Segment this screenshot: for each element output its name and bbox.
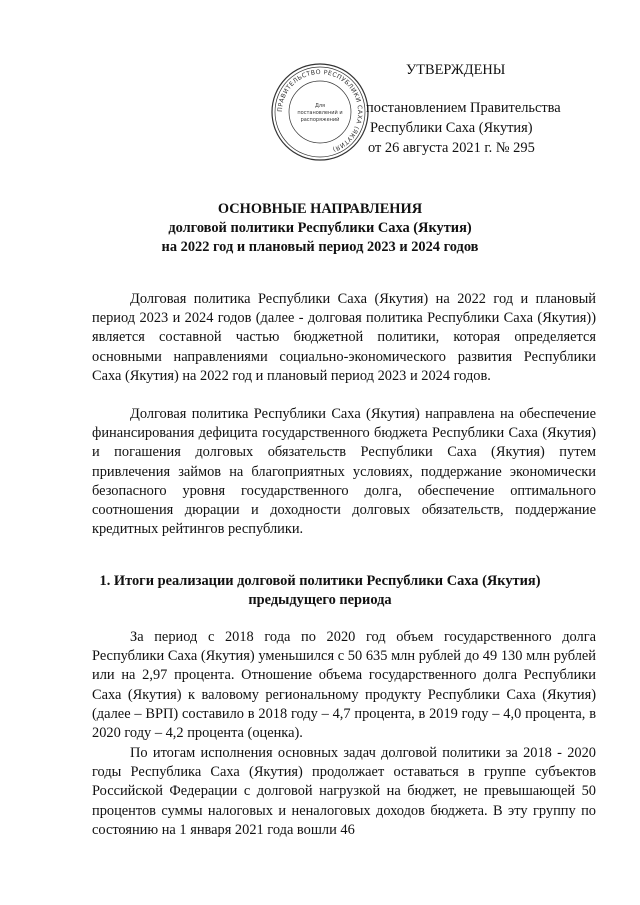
seal-center-line-3: распоряжений	[300, 117, 340, 123]
approval-heading: УТВЕРЖДЕНЫ	[406, 62, 506, 78]
seal-center-line-1: Для	[314, 103, 326, 109]
approval-line-2: Республики Саха (Якутия)	[370, 120, 533, 136]
section-1-heading-line-1: 1. Итоги реализации долговой политики Республики Саха (Якутия)	[99, 573, 541, 589]
intro-paragraph-1: Долговая политика Республики Саха (Якутия) на 2022 год и плановый период 2023 и 2024 годов (далее - долговая политика Республики Саха (Якутия)) является составной частью бюджетной политики, которая определяется основными направлениями социально-экономического развития Республики Саха (Якутия) на 2022 год и плановый период 2023 и 2024 годов.	[92, 291, 596, 384]
approval-line-1: постановлением Правительства	[366, 100, 561, 116]
document-title	[90, 200, 550, 257]
seal-center-line-2: постановлений и	[297, 110, 343, 116]
section-1-heading	[80, 572, 560, 610]
approval-line-3: от 26 августа 2021 г. № 295	[368, 140, 535, 156]
title-line-3: на 2022 год и плановый период 2023 и 2024 годов	[161, 239, 479, 255]
title-line-2: долговой политики Республики Саха (Якутия)	[168, 220, 472, 236]
approval-block	[340, 60, 580, 158]
seal-outer-text: ПРАВИТЕЛЬСТВО РЕСПУБЛИКИ САХА (ЯКУТИЯ)	[276, 68, 364, 153]
section-1-heading-line-2: предыдущего периода	[248, 592, 392, 608]
title-line-1: ОСНОВНЫЕ НАПРАВЛЕНИЯ	[217, 201, 423, 217]
intro-paragraph-2: Долговая политика Республики Саха (Якутия) направлена на обеспечение финансирования дефицита государственного бюджета Республики Саха (Якутия) и погашения долговых обязательств Республики Саха (Якутия) путем привлечения займов на благоприятных условиях, поддержание экономически безопасного уровня государственного долга, обеспечение оптимального соотношения дюрации и доходности долговых обязательств, поддержание кредитных рейтингов республики.	[92, 406, 596, 538]
section-1-paragraph-2: По итогам исполнения основных задач долговой политики за 2018 - 2020 годы Республика Саха (Якутия) продолжает оставаться в группе субъектов Российской Федерации с долговой нагрузкой на бюджет, не превышающей 50 процентов суммы налоговых и неналоговых доходов бюджета. В эту группу по состоянию на 1 января 2021 года вошли 46	[92, 745, 596, 838]
section-1-paragraph-1: За период с 2018 года по 2020 год объем государственного долга Республики Саха (Якутия) уменьшился с 50 635 млн рублей до 49 130 млн рублей или на 2,97 процента. Отношение объема государственного долга Республики Саха (Якутия) к валовому региональному продукту Республики Саха (Якутия) (далее – ВРП) составило в 2018 году – 4,7 процента, в 2019 году – 4,0 процента, в 2020 году – 4,2 процента (оценка).	[92, 629, 596, 742]
